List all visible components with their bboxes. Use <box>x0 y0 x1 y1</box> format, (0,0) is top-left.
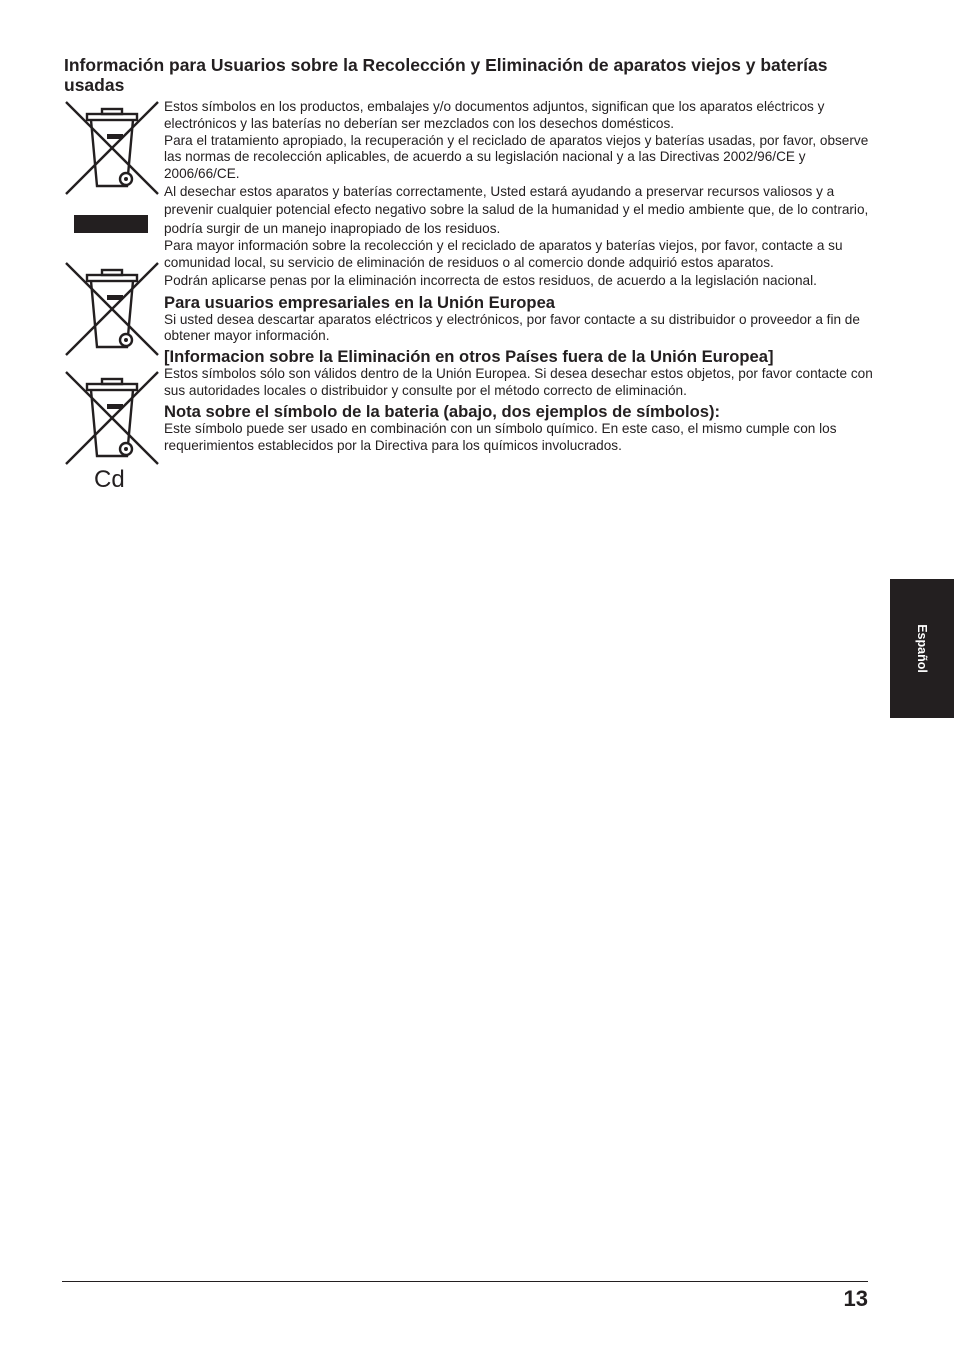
language-tab-label: Español <box>915 624 929 673</box>
chemical-symbol: Cd <box>94 466 125 493</box>
business-users-text: Si usted desea descartar aparatos eléctricos y electrónicos, por favor contacte a su distribuidor o proveedor a fin de obtener mayor información. <box>164 311 860 344</box>
paragraph-treatment: Para el tratamiento apropiado, la recuperación y el reciclado de aparatos viejos y baterías usadas, por favor, observe las normas de recolección aplicables, de acuerdo a su legislación nacional y a las Directivas 2002/96/CE y 2006/66/CE. <box>164 132 869 182</box>
paragraph-more-info: Para mayor información sobre la recolección y el reciclado de aparatos y baterías viejos, por favor, contacte a su comunidad local, su servicio de eliminación de residuos o al comercio donde adquirió estos aparatos. <box>164 238 843 271</box>
crossed-bin-chemical-icon <box>64 370 160 466</box>
main-content <box>164 99 874 454</box>
outside-eu-heading: [Informacion sobre la Eliminación en otros Países fuera de la Unión Europea] <box>164 347 774 367</box>
page-number: 13 <box>843 1286 868 1311</box>
crossed-bin-battery-icon <box>64 261 160 357</box>
paragraph-disposal-benefits: Al desechar estos aparatos y baterías correctamente, Usted estará ayudando a preservar recursos valiosos y a prevenir cualquier potencial efecto negativo sobre la salud de la humanidad y el medio ambiente que, de lo contrario, podría surgir de un manejo inapropiado de los residuos. <box>164 183 869 236</box>
footer-divider <box>62 1281 868 1282</box>
crossed-bin-icon <box>64 100 160 196</box>
paragraph-penalties: Podrán aplicarse penas por la eliminación incorrecta de estos residuos, de acuerdo a la legislación nacional. <box>164 273 817 289</box>
solid-bar-symbol <box>74 215 148 233</box>
outside-eu-text: Estos símbolos sólo son válidos dentro de la Unión Europea. Si desea desechar estos objetos, por favor contacte con sus autoridades locales o distribuidor y consulte por el método correcto de eliminación. <box>164 366 873 398</box>
business-users-heading: Para usuarios empresariales en la Unión Europea <box>164 292 556 312</box>
language-tab <box>890 579 954 718</box>
battery-symbol-text: Este símbolo puede ser usado en combinación con un símbolo químico. En este caso, el mismo cumple con los requerimientos establecidos por la Directiva para los químicos involucrados. <box>164 420 837 453</box>
page-title: Información para Usuarios sobre la Recolección y Eliminación de aparatos viejos y baterías usadas <box>64 55 828 95</box>
battery-symbol-heading: Nota sobre el símbolo de la bateria (abajo, dos ejemplos de símbolos): <box>164 401 721 421</box>
paragraph-symbols-meaning: Estos símbolos en los productos, embalajes y/o documentos adjuntos, significan que los aparatos eléctricos y electrónicos y las baterías no deberían ser mezclados con los desechos domésticos. <box>164 99 825 131</box>
